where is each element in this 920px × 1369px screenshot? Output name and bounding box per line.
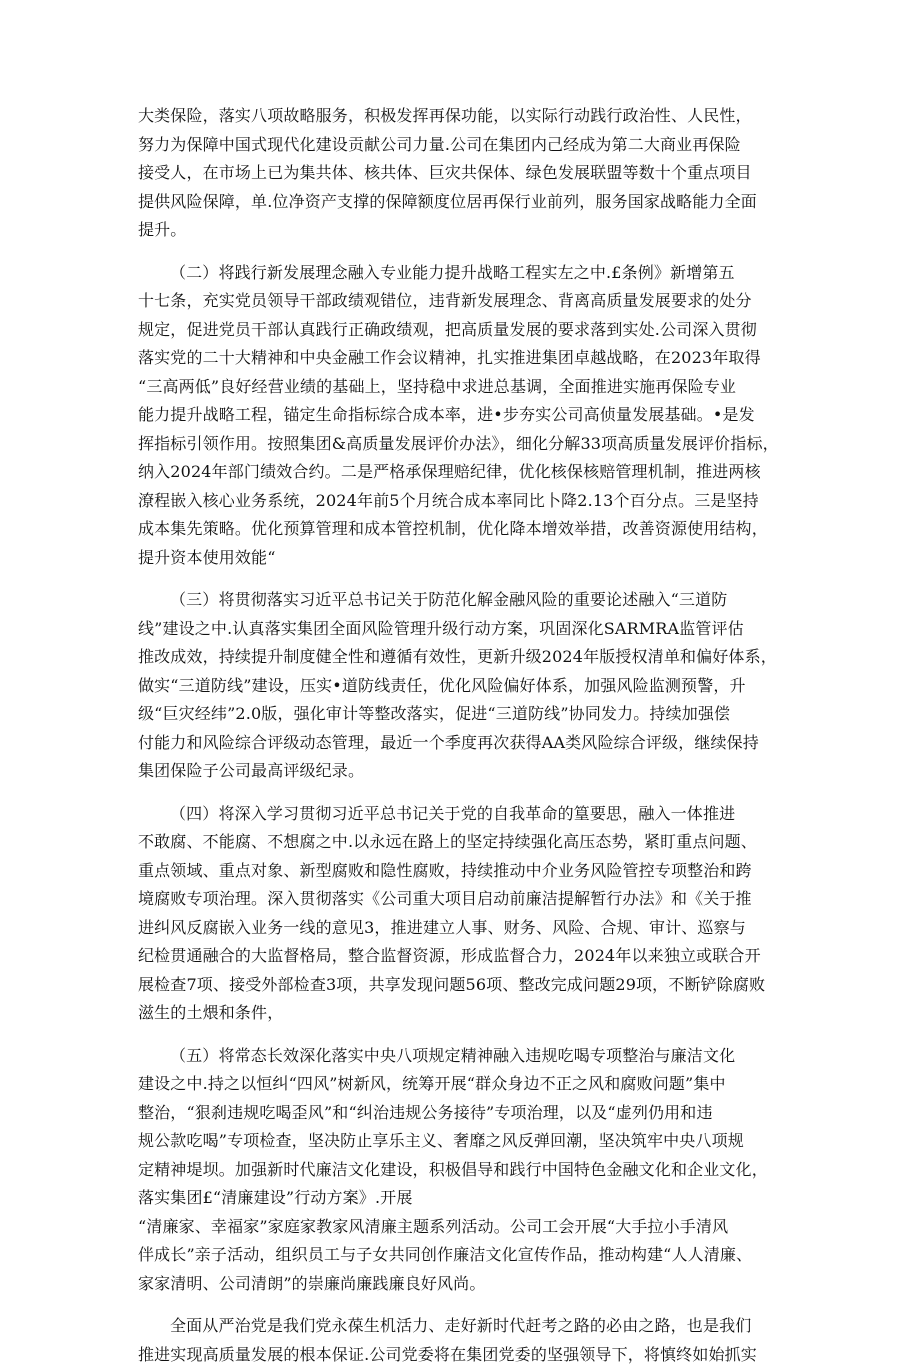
text-line: “三高两低”良好经营业绩的基础上，坚持稳中求进总基调，全面推进实施再保险专业 (138, 373, 786, 402)
text-line: 展检查7项、接受外部检查3项，共享发现问题56项、整改完成问题29项，不断铲除腐败 (138, 971, 786, 1000)
document-page (138, 102, 786, 1369)
text-line: 伴成长”亲子活动，组织员工与子女共同创作廉洁文化宣传作品，推动构建“人人清廉、 (138, 1241, 786, 1270)
text-line: 境腐败专项治理。深入贯彻落实《公司重大项目启动前廉洁提解暂行办法》和《关于推 (138, 885, 786, 914)
paragraph-0 (138, 102, 786, 245)
text-line: （五）将常态长效深化落实中央八项规定精神融入违规吃喝专项整治与廉洁文化 (138, 1042, 786, 1071)
text-line: 集团保险子公司最高评级纪录。 (138, 757, 786, 786)
text-line: 规公款吃喝”专项检查，坚决防止享乐主义、奢靡之风反弹回潮，坚决筑牢中央八项规 (138, 1127, 786, 1156)
text-line: 接受人，在市场上已为集共体、核共体、巨灾共保体、绿色发展联盟等数十个重点项目 (138, 159, 786, 188)
text-line: （三）将贯彻落实习近平总书记关于防范化解金融风险的重要论述融入“三道防 (138, 586, 786, 615)
text-line: 推改成效，持续提升制度健全性和遵循有效性，更新升级2024年版授权清单和偏好体系， (138, 643, 786, 672)
text-line: 家家清明、公司清朗”的崇廉尚廉践廉良好风尚。 (138, 1270, 786, 1299)
text-line: 成本集先策略。优化预算管理和成本管控机制，优化降本增效举措，改善资源使用结构， (138, 515, 786, 544)
text-line: 推进实现高质量发展的根本保证.公司党委将在集团党委的坚强领导下，将慎终如始抓实 (138, 1341, 786, 1369)
text-line: 纪检贯通融合的大监督格局，整合监督资源，形成监督合力，2024年以来独立或联合开 (138, 942, 786, 971)
text-line: 大类保险，落实八项故略服务，积极发挥再保功能，以实际行动践行政治性、人民性， (138, 102, 786, 131)
text-line: 潦程嵌入核心业务系统，2024年前5个月统合成本率同比卜降2.13个百分点。三是坚持 (138, 487, 786, 516)
text-line: 全面从严治党是我们党永葆生机活力、走好新时代赶考之路的必由之路，也是我们 (138, 1312, 786, 1341)
text-line: 挥指标引领作用。按照集团&高质量发展评价办法》，细化分解33项高质量发展评价指标， (138, 430, 786, 459)
text-line: 提升。 (138, 216, 786, 245)
text-line: 整治，“狠刹违规吃喝歪风”和“纠治违规公务接待”专项治理，以及“虚列仍用和违 (138, 1099, 786, 1128)
text-line: 线”建设之中.认真落实集团全面风险管理升级行动方案，巩固深化SARMRA监管评估 (138, 615, 786, 644)
text-line: 能力提升战略工程，锚定生命指标综合成本率，进•步夯实公司高侦量发展基础。•是发 (138, 401, 786, 430)
text-line: 付能力和风险综合评级动态管理，最近一个季度再次获得AA类风险综合评级，继续保持 (138, 729, 786, 758)
text-line: （四）将深入学习贯彻习近平总书记关于党的自我革命的篁要思，融入一体推进 (138, 800, 786, 829)
text-line: 级“巨灾经纬”2.0版，强化审计等整改落实，促进“三道防线”协同发力。持续加强偿 (138, 700, 786, 729)
paragraph-4-section (138, 800, 786, 1028)
text-line: 努力为保障中国式现代化建设贡献公司力量.公司在集团内己经成为第二大商业再保险 (138, 131, 786, 160)
text-line: 定精神堤坝。加强新时代廉洁文化建设，积极倡导和践行中国特色金融文化和企业文化， (138, 1156, 786, 1185)
text-line: 提升资本使用效能“ (138, 544, 786, 573)
text-line: 不敢腐、不能腐、不想腐之中.以永远在路上的坚定持续强化高压态势，紧盯重点问题、 (138, 828, 786, 857)
text-line: 重点领域、重点对象、新型腐败和隐性腐败，持续推动中介业务风险管控专项整治和跨 (138, 857, 786, 886)
text-line: 进纠风反腐嵌入业务一线的意见3，推进建立人事、财务、风险、合规、审计、巡察与 (138, 914, 786, 943)
text-line: 落实党的二十大精神和中央金融工作会议精神，扎实推进集团卓越战略，在2023年取得 (138, 344, 786, 373)
text-line: （二）将践行新发展理念融入专业能力提升战略工程实左之中.£条例》新增第五 (138, 259, 786, 288)
paragraph-2-section (138, 259, 786, 573)
text-line: 提供风险保障，单.位净资产支撑的保障额度位居再保行业前列，服务国家战略能力全面 (138, 188, 786, 217)
paragraph-3-section (138, 586, 786, 786)
text-line: 纳入2024年部门绩效合约。二是严格承保理赔纪律，优化核保核赔管理机制，推进两核 (138, 458, 786, 487)
paragraph-5-continued (138, 1213, 786, 1299)
text-line: 规定，促进党员干部认真践行正确政绩观，把高质量发展的要求落到实处.公司深入贯彻 (138, 316, 786, 345)
text-line: 滋生的土煨和条件， (138, 999, 786, 1028)
paragraph-5-section (138, 1042, 786, 1213)
text-line: 落实集团£“清廉建设”行动方案》.开展 (138, 1184, 786, 1213)
text-line: 十七条，充实党员领导干部政绩观错位，违背新发展理念、背离高质量发展要求的处分 (138, 287, 786, 316)
text-line: 做实“三道防线”建设，压实•道防线责任，优化风险偏好体系，加强风险监测预警，升 (138, 672, 786, 701)
paragraph-conclusion (138, 1312, 786, 1369)
text-line: “清廉家、幸福家”家庭家教家风清廉主题系列活动。公司工会开展“大手拉小手清风 (138, 1213, 786, 1242)
text-line: 建设之中.持之以恒纠“四风”树新风，统筹开展“群众身边不正之风和腐败问题”集中 (138, 1070, 786, 1099)
